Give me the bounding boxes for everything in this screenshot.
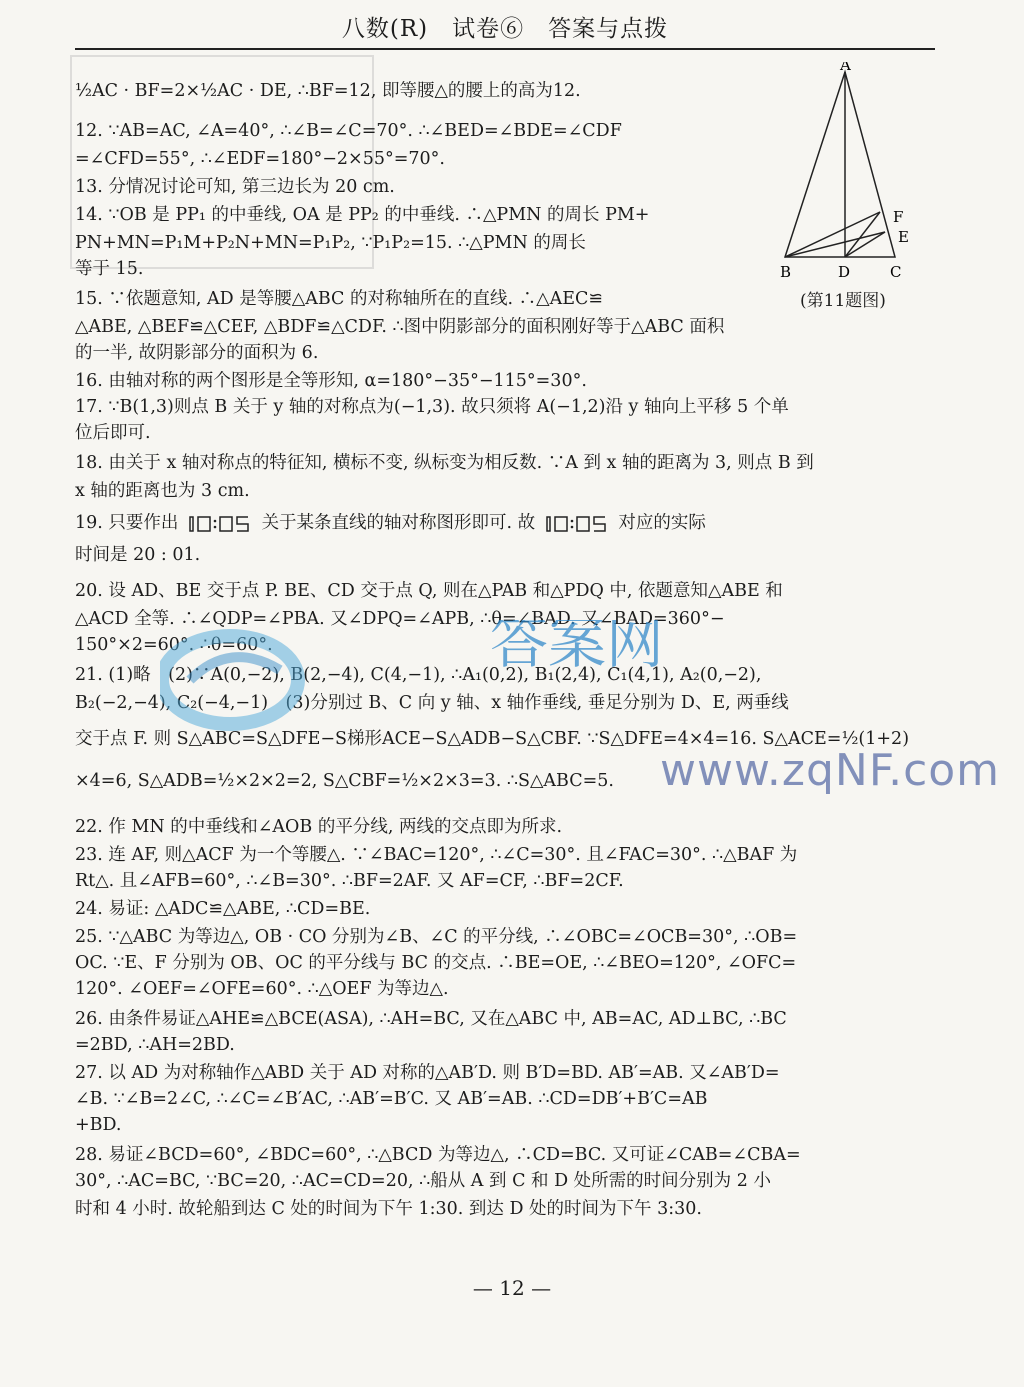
clock-digits-icon (545, 515, 609, 533)
label-a: A (840, 62, 851, 74)
text-line: 23. 连 AF, 则△ACF 为一个等腰△. ∵∠BAC=120°, ∴∠C=30°. 且∠FAC=30°. ∴△BAF 为 (75, 845, 798, 865)
text-line: 时间是 20 : 01. (75, 545, 201, 565)
text-line: +BD. (75, 1115, 122, 1135)
figure-caption: (第11题图) (800, 291, 886, 311)
text-line: 24. 易证: △ADC≌△ABE, ∴CD=BE. (75, 899, 371, 919)
text-line: 30°, ∴AC=BC, ∵BC=20, ∴AC=CD=20, ∴船从 A 到 C 和 D 处所需的时间分别为 2 小 (75, 1171, 771, 1191)
watermark-logo-text: 答案网 (490, 620, 665, 676)
text-line: 25. ∵△ABC 为等边△, OB · CO 分别为∠B、∠C 的平分线, ∴∠OBC=∠OCB=30°, ∴OB= (75, 927, 798, 947)
text-line-19 (75, 512, 706, 534)
text-line: 12. ∵AB=AC, ∠A=40°, ∴∠B=∠C=70°. ∴∠BED=∠BDE=∠CDF (75, 121, 622, 141)
text-line: ×4=6, S△ADB=½×2×2=2, S△CBF=½×2×3=3. ∴S△ABC=5. (75, 771, 614, 791)
text-line: 17. ∵B(1,3)则点 B 关于 y 轴的对称点为(−1,3). 故只须将 A(−1,2)沿 y 轴向上平移 5 个单 (75, 397, 789, 417)
text-line: 27. 以 AD 为对称轴作△ABD 关于 AD 对称的△AB′D. 则 B′D=BD. AB′=AB. 又∠AB′D= (75, 1063, 780, 1083)
text-line: 等于 15. (75, 259, 144, 279)
text-line: B₂(−2,−4), C₂(−4,−1) (3)分别过 B、C 向 y 轴、x 轴作垂线, 垂足分别为 D、E, 两垂线 (75, 693, 789, 713)
label-c: C (890, 263, 902, 281)
text-line: ½AC · BF=2×½AC · DE, ∴BF=12, 即等腰△的腰上的高为12. (75, 81, 581, 101)
text-line: 21. (1)略 (2)∵A(0,−2), B(2,−4), C(4,−1), ∴A₁(0,2), B₁(2,4), C₁(4,1), A₂(0,−2), (75, 665, 762, 685)
triangle-figure (770, 62, 950, 312)
label-d: D (838, 263, 851, 281)
text-line: 150°×2=60°. ∴θ=60°. (75, 635, 273, 655)
watermark-url: www.zqNF.com (660, 745, 1001, 796)
text-line: 18. 由关于 x 轴对称点的特征知, 横标不变, 纵标变为相反数. ∵A 到 x 轴的距离为 3, 则点 B 到 (75, 453, 814, 473)
text-line: 28. 易证∠BCD=60°, ∠BDC=60°, ∴△BCD 为等边△, ∴CD=BC. 又可证∠CAB=∠CBA= (75, 1145, 801, 1165)
label-f: F (893, 208, 904, 226)
text-line: △ABE, △BEF≌△CEF, △BDF≌△CDF. ∴图中阴影部分的面积刚好等于△ABC 面积 (75, 317, 725, 337)
line19-end: 对应的实际 (618, 513, 706, 533)
watermark-logo (160, 620, 680, 744)
text-line: 22. 作 MN 的中垂线和∠AOB 的平分线, 两线的交点即为所求. (75, 817, 563, 837)
text-line: =∠CFD=55°, ∴∠EDF=180°−2×55°=70°. (75, 149, 445, 169)
text-line: 交于点 F. 则 S△ABC=S△DFE−S梯形ACE−S△ADB−S△CBF. ∵S△DFE=4×4=16. S△ACE=½(1+2) (75, 729, 910, 749)
text-line: =2BD, ∴AH=2BD. (75, 1035, 235, 1055)
line19-middle: 关于某条直线的轴对称图形即可. 故 (261, 513, 536, 533)
text-line: 120°. ∠OEF=∠OFE=60°. ∴△OEF 为等边△. (75, 979, 449, 999)
label-e: E (898, 228, 909, 246)
text-line: 26. 由条件易证△AHE≌△BCE(ASA), ∴AH=BC, 又在△ABC 中, AB=AC, AD⊥BC, ∴BC (75, 1009, 787, 1029)
text-line: OC. ∵E、F 分别为 OB、OC 的平分线与 BC 的交点. ∴BE=OE, ∴∠BEO=120°, ∠OFC= (75, 953, 797, 973)
text-line: 位后即可. (75, 423, 151, 443)
text-line: 20. 设 AD、BE 交于点 P. BE、CD 交于点 Q, 则在△PAB 和△PDQ 中, 依题意知△ABE 和 (75, 581, 783, 601)
text-line: ∠B. ∵∠B=2∠C, ∴∠C=∠B′AC, ∴AB′=B′C. 又 AB′=AB. ∴CD=DB′+B′C=AB (75, 1089, 708, 1109)
text-line: x 轴的距离也为 3 cm. (75, 481, 250, 501)
text-line: PN+MN=P₁M+P₂N+MN=P₁P₂, ∵P₁P₂=15. ∴△PMN 的周长 (75, 233, 586, 253)
page-header (75, 6, 935, 50)
text-line: Rt△. 且∠AFB=60°, ∴∠B=30°. ∴BF=2AF. 又 AF=CF, ∴BF=2CF. (75, 871, 624, 891)
text-line: 时和 4 小时. 故轮船到达 C 处的时间为下午 1:30. 到达 D 处的时间为下午 3:30. (75, 1199, 702, 1219)
text-line: 的一半, 故阴影部分的面积为 6. (75, 343, 319, 363)
line19-start: 19. 只要作出 (75, 513, 179, 533)
clock-digits-icon (188, 515, 252, 533)
text-line: 16. 由轴对称的两个图形是全等形知, α=180°−35°−115°=30°. (75, 371, 587, 391)
page-number: — 12 — (472, 1276, 552, 1300)
text-line: 15. ∵依题意知, AD 是等腰△ABC 的对称轴所在的直线. ∴△AEC≌ (75, 289, 604, 309)
text-line: △ACD 全等. ∴∠QDP=∠PBA. 又∠DPQ=∠APB, ∴θ=∠BAD. 又∠BAD=360°− (75, 609, 725, 629)
header-title: 八数(R) 试卷⑥ 答案与点拨 (341, 16, 669, 42)
label-b: B (780, 263, 792, 281)
text-line: 13. 分情况讨论可知, 第三边长为 20 cm. (75, 177, 395, 197)
text-line: 14. ∵OB 是 PP₁ 的中垂线, OA 是 PP₂ 的中垂线. ∴△PMN 的周长 PM+ (75, 205, 650, 225)
